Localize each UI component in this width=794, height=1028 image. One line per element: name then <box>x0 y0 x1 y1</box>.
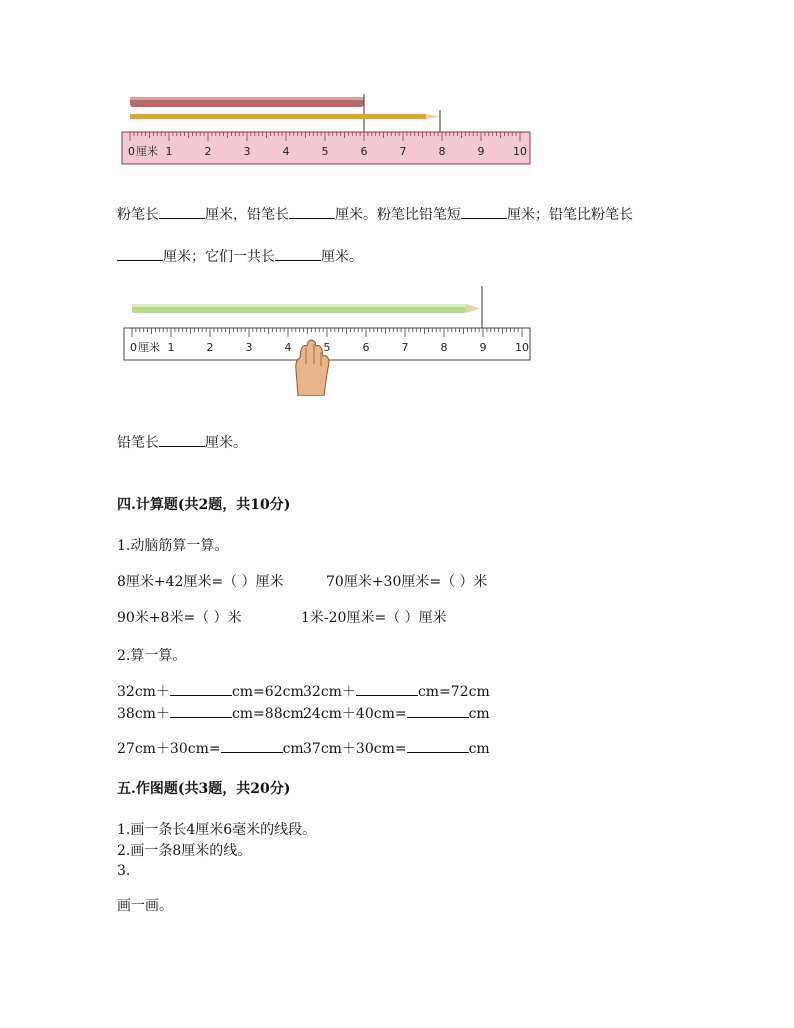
ruler-tick-label: 3 <box>245 341 253 354</box>
answer-blank[interactable] <box>170 681 232 696</box>
answer-blank[interactable] <box>159 204 205 219</box>
draw-item: 3. <box>117 863 131 879</box>
chalk-question-line1 <box>117 204 633 224</box>
ruler-tick-label: 8 <box>440 341 448 354</box>
fill-item: 24cm＋40cm= cm <box>303 703 490 723</box>
ruler-tick-label: 8 <box>438 145 446 158</box>
draw-item: 2.画一条8厘米的线。 <box>117 843 252 859</box>
section5-title: 五.作图题(共3题，共20分) <box>117 781 291 797</box>
answer-blank[interactable] <box>289 204 335 219</box>
pencil-question <box>117 432 247 452</box>
ruler-tick-label: 0 <box>128 145 135 158</box>
calc-item: 90米+8米=（ ）米 <box>117 610 242 626</box>
ruler-tick-label: 1 <box>167 341 175 354</box>
fill-item: 27cm＋30cm= cm <box>117 738 304 758</box>
answer-blank[interactable] <box>407 703 469 718</box>
unit-text: 厘米， <box>205 207 247 223</box>
chalk-question-line2 <box>117 246 363 266</box>
total-text: 厘米；它们一共长 <box>163 249 275 265</box>
ruler-tick-label: 0 <box>130 341 137 354</box>
ruler-figure-chalk-pencil <box>118 88 534 170</box>
ruler-tick-label: 9 <box>479 341 487 354</box>
ruler-figure-pencil-hand <box>118 284 536 396</box>
unit-text: 厘米。 <box>321 249 363 265</box>
answer-blank[interactable] <box>170 703 232 718</box>
fill-item: 32cm＋ cm=62cm <box>117 681 304 701</box>
section4-title: 四.计算题(共2题，共10分) <box>117 497 291 513</box>
answer-blank[interactable] <box>407 738 469 753</box>
pencil-label: 铅笔长 <box>247 207 289 223</box>
section4-q1-title: 1.动脑筋算一算。 <box>117 538 229 554</box>
compare-text: 厘米；铅笔比粉笔长 <box>507 207 633 223</box>
compare-text: 厘米。粉笔比铅笔短 <box>335 207 461 223</box>
answer-blank[interactable] <box>275 246 321 261</box>
answer-blank[interactable] <box>461 204 507 219</box>
fill-item: 32cm＋ cm=72cm <box>303 681 490 701</box>
ruler-tick-label: 7 <box>399 145 407 158</box>
ruler-unit-label: 厘米 <box>136 145 158 158</box>
pencil-label: 铅笔长 <box>117 435 159 451</box>
calc-item: 8厘米+42厘米=（ ）厘米 <box>117 574 284 590</box>
ruler-tick-label: 4 <box>284 341 292 354</box>
ruler-unit-label: 厘米 <box>138 341 160 354</box>
ruler-tick-label: 2 <box>206 341 214 354</box>
draw-item: 画一画。 <box>117 898 173 914</box>
ruler-tick-label: 10 <box>513 145 527 158</box>
answer-blank[interactable] <box>117 246 163 261</box>
draw-item: 1.画一条长4厘米6毫米的线段。 <box>117 822 317 838</box>
ruler-tick-label: 10 <box>515 341 529 354</box>
fill-item: 37cm＋30cm= cm <box>303 738 490 758</box>
chalk-label: 粉笔长 <box>117 207 159 223</box>
ruler-tick-label: 6 <box>360 145 368 158</box>
answer-blank[interactable] <box>356 681 418 696</box>
fill-item: 38cm＋ cm=88cm <box>117 703 304 723</box>
section4-q2-title: 2.算一算。 <box>117 648 187 664</box>
ruler-tick-label: 3 <box>243 145 251 158</box>
unit-text: 厘米。 <box>205 435 247 451</box>
answer-blank[interactable] <box>159 432 205 447</box>
pencil-bar <box>130 114 426 119</box>
ruler-tick-label: 6 <box>362 341 370 354</box>
ruler-tick-label: 1 <box>165 145 173 158</box>
ruler-tick-label: 9 <box>477 145 485 158</box>
ruler-tick-label: 7 <box>401 341 409 354</box>
ruler-tick-label: 5 <box>321 145 329 158</box>
ruler-tick-label: 2 <box>204 145 212 158</box>
calc-item: 70厘米+30厘米=（ ）米 <box>326 574 488 590</box>
ruler-tick-label: 5 <box>323 341 331 354</box>
answer-blank[interactable] <box>221 738 283 753</box>
ruler-tick-label: 4 <box>282 145 290 158</box>
calc-item: 1米-20厘米=（ ）厘米 <box>301 610 447 626</box>
